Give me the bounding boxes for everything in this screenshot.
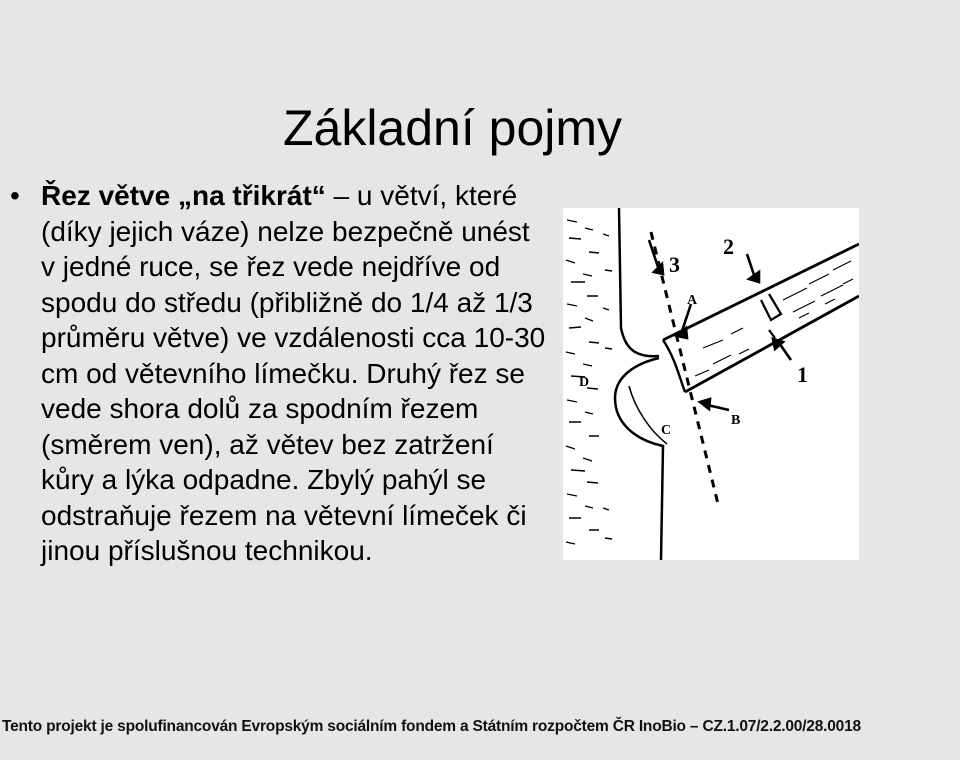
- footer-funding-note: Tento projekt je spolufinancován Evropským sociálním fondem a Státním rozpočtem ČR InoBio – CZ.1.07/2.2.00/28.0018: [2, 718, 861, 735]
- pruning-diagram: [563, 208, 859, 560]
- bullet-item: [41, 178, 550, 569]
- label-point-c: C: [661, 423, 672, 438]
- label-cut-2: 2: [723, 234, 734, 259]
- pruning-diagram-svg: [563, 208, 859, 560]
- label-cut-3: 3: [669, 252, 680, 277]
- label-cut-1: 1: [797, 362, 808, 387]
- bullet-list: [10, 178, 550, 569]
- label-point-d: D: [579, 375, 590, 390]
- label-point-a: A: [687, 293, 698, 308]
- bullet-bold-term: Řez větve „na třikrát“: [41, 180, 326, 211]
- label-point-b: B: [731, 413, 741, 428]
- bullet-body-text: – u větví, které (díky jejich váze) nelze bezpečně unést v jedné ruce, se řez vede nejdříve od spodu do středu (přibližně do 1/4 až 1/3 průměru větve) ve vzdálenosti cca 10-30 cm od větevního límečku. Druhý řez se vede shora dolů za spodním řezem (směrem ven), až větev bez zatržení kůry a lýka odpadne. Zbylý pahýl se odstraňuje řezem na větevní límeček či jinou příslušnou technikou.: [41, 180, 546, 566]
- slide-title: Základní pojmy: [282, 99, 623, 156]
- bullet-dot-icon: •: [10, 180, 20, 211]
